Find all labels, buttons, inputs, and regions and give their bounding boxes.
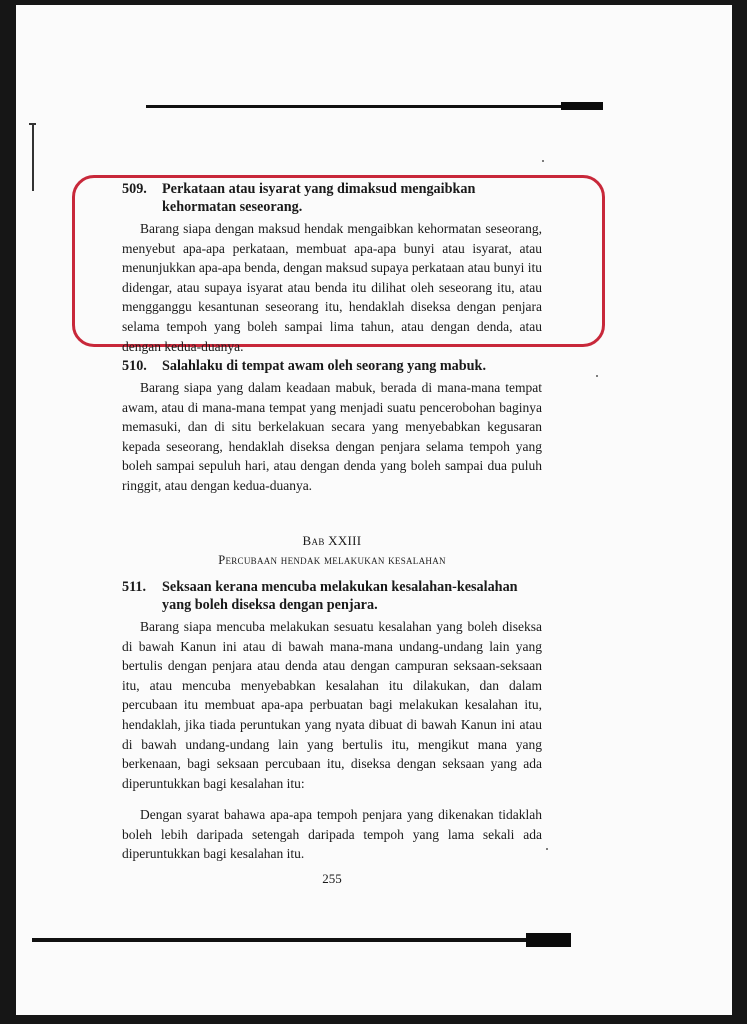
margin-tick (29, 123, 36, 125)
chapter-title: Percubaan hendak melakukan kesalahan (218, 553, 446, 567)
section-510-heading (122, 357, 542, 375)
section-title: Perkataan atau isyarat yang dimaksud mengaibkan kehormatan seseorang. (162, 181, 476, 215)
section-511-body: Barang siapa mencuba melakukan sesuatu kesalahan yang boleh diseksa di bawah Kanun ini atau di bawah mana-mana undang-undang lain yang bertulis dengan penjara atau denda atau dengan campuran seksaan-seksaan itu, atau mencuba menyebabkan kesalahan itu dilakukan, dan dalam percubaan itu membuat apa-apa perbuatan bagi melakukan kesalahan itu, hendaklah, jika tiada peruntukan yang nyata dibuat di bawah Kanun ini atau di bawah undang-undang lain yang bertulis itu, mengikut mana yang berkenaan, bagi seksaan percubaan itu, diseksa dengan seksaan yang ada diperuntukkan bagi kesalahan itu: (122, 619, 542, 791)
section-number: 510. (122, 358, 147, 374)
section-509-heading (122, 180, 542, 216)
scan-speck (596, 375, 598, 377)
section-title: Salahlaku di tempat awam oleh seorang yang mabuk. (162, 358, 486, 374)
bottom-rule (32, 938, 552, 942)
scan-speck (546, 848, 548, 850)
section-511-proviso: Dengan syarat bahawa apa-apa tempoh penjara yang dikenakan tidaklah boleh lebih daripada setengah daripada tempoh yang lama sekali ada diperuntukkan bagi kesalahan itu. (122, 807, 542, 862)
bottom-rule-end (526, 933, 571, 947)
margin-mark (32, 123, 34, 191)
scan-speck (542, 160, 544, 162)
top-rule-end (561, 102, 603, 110)
page-number: 255 (322, 871, 342, 886)
section-number: 511. (122, 579, 147, 595)
section-510-body: Barang siapa yang dalam keadaan mabuk, berada di mana-mana tempat awam, atau di mana-mana tempat yang menjadi suatu pencerobohan baginya memasuki, dan di situ berkelakuan secara yang menyebabkan kegusaran kepada seseorang, hendaklah diseksa dengan penjara selama tempoh yang boleh sampai sepuluh hari, atau dengan denda yang boleh sampai dua puluh ringgit, atau dengan kedua-duanya. (122, 380, 542, 493)
section-number: 509. (122, 181, 147, 197)
top-rule (146, 105, 601, 108)
document-page (16, 5, 732, 1015)
section-title: Seksaan kerana mencuba melakukan kesalahan-kesalahan yang boleh diseksa dengan penjara. (162, 579, 518, 613)
section-511-heading (122, 578, 542, 614)
section-509-body: Barang siapa dengan maksud hendak mengaibkan kehormatan seseorang, menyebut apa-apa perkataan, membuat apa-apa bunyi atau isyarat, atau menunjukkan apa-apa benda, dengan maksud supaya perkataan atau bunyi itu didengar, atau supaya isyarat atau benda itu dilihat oleh seseorang itu, atau mengganggu kesantunan seseorang itu, hendaklah diseksa dengan penjara selama tempoh yang boleh sampai lima tahun, atau dengan denda, atau dengan kedua-duanya. (122, 221, 542, 354)
chapter-label: Bab XXIII (302, 533, 362, 548)
